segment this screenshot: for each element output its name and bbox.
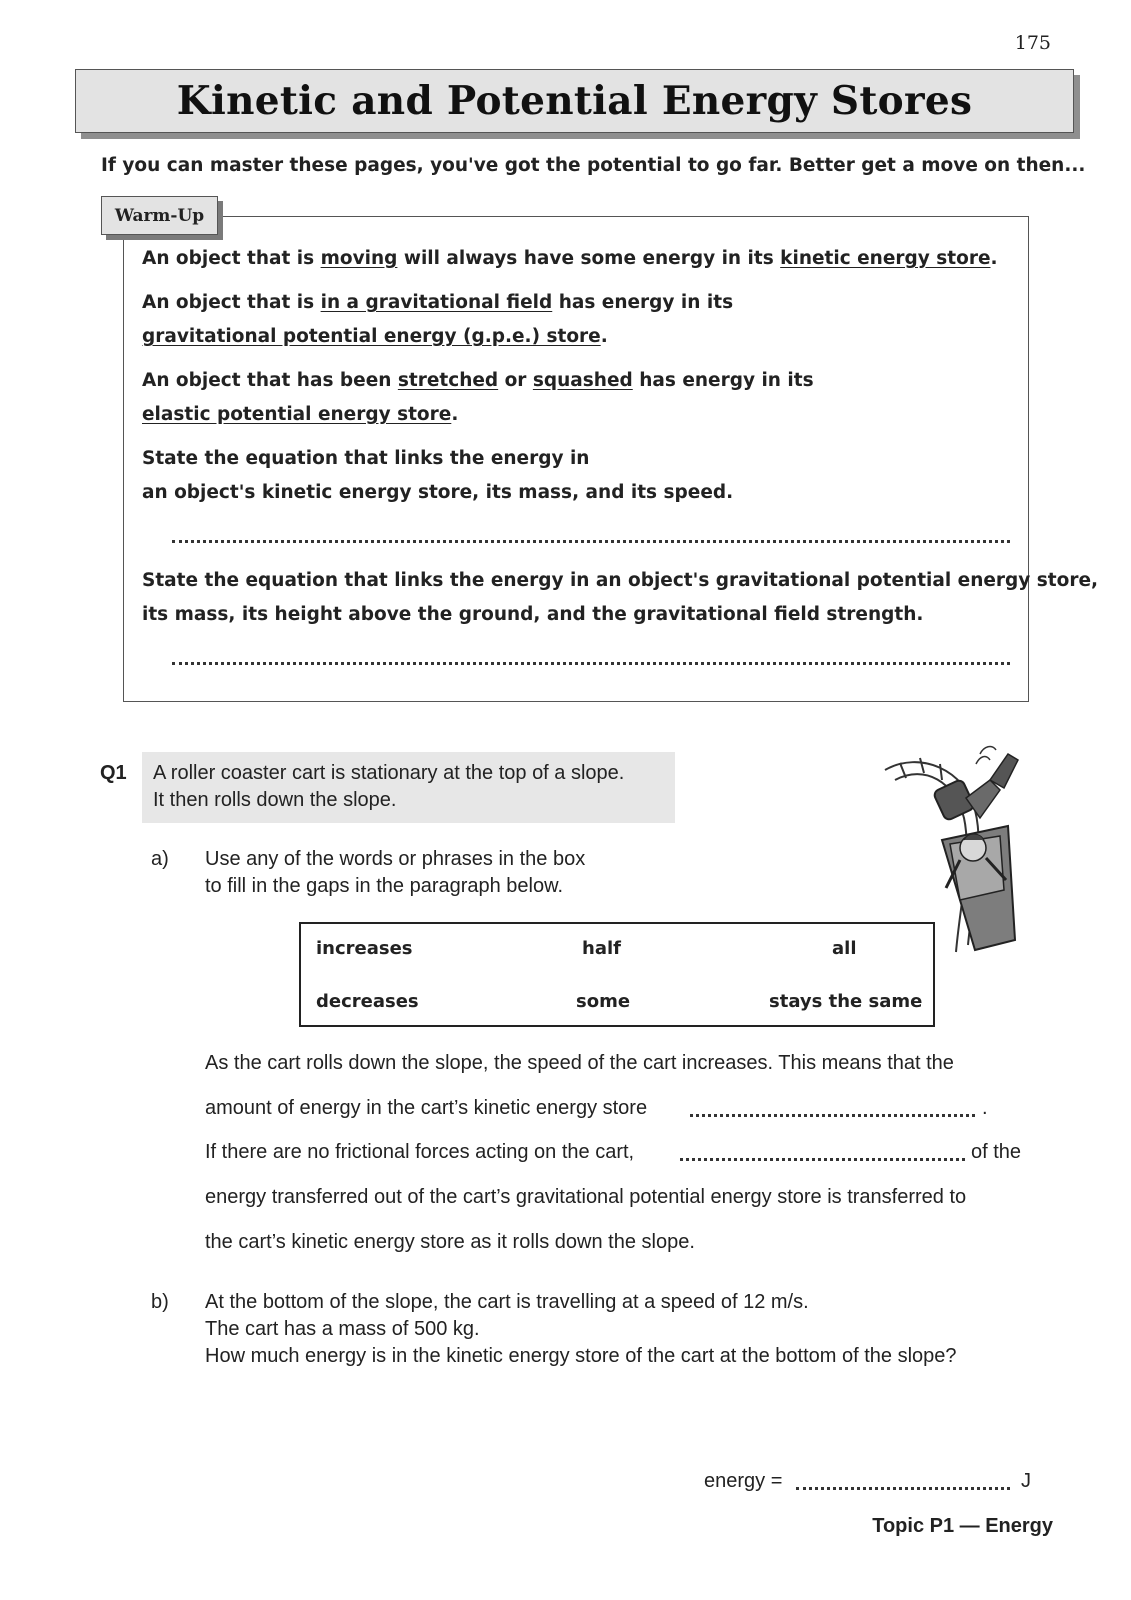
- part-a-instruction-line1: Use any of the words or phrases in the box: [205, 848, 586, 870]
- text-fragment: .: [451, 404, 459, 425]
- page-number: 175: [1014, 32, 1051, 54]
- warmup-tab: Warm-Up: [101, 196, 218, 235]
- paragraph-line-3-end: of the: [971, 1141, 1022, 1163]
- warmup-statement-elastic-line1: [142, 370, 814, 391]
- paragraph-line-3: If there are no frictional forces acting on the cart,: [205, 1141, 635, 1163]
- warmup-question-ke-line2: an object's kinetic energy store, its mass, and its speed.: [142, 482, 734, 503]
- warmup-question-gpe-line2: its mass, its height above the ground, and the gravitational field strength.: [142, 604, 924, 625]
- warmup-statement-kinetic: [142, 248, 998, 269]
- keyword-elastic-store: elastic potential energy store: [142, 404, 452, 425]
- answer-line-gpe-equation[interactable]: [172, 662, 1010, 665]
- intro-text: If you can master these pages, you've got the potential to go far. Better get a move on then...: [101, 155, 1086, 176]
- answer-unit: J: [1021, 1470, 1031, 1492]
- word-option: increases: [316, 938, 413, 959]
- energy-answer-field[interactable]: [796, 1487, 1010, 1490]
- stem-line: It then rolls down the slope.: [153, 789, 397, 811]
- page-title: Kinetic and Potential Energy Stores: [176, 78, 973, 124]
- keyword-kinetic-energy-store: kinetic energy store: [780, 248, 991, 269]
- word-option: some: [576, 991, 631, 1012]
- part-b-line3: How much energy is in the kinetic energy store of the cart at the bottom of the slope?: [205, 1345, 957, 1367]
- footer-topic: Topic P1 — Energy: [872, 1515, 1053, 1537]
- word-option: decreases: [316, 991, 419, 1012]
- word-option: stays the same: [769, 991, 923, 1012]
- warmup-statement-gpe-line2: [142, 326, 608, 347]
- keyword-gravitational-field: in a gravitational field: [320, 292, 553, 313]
- blank-fraction-transferred[interactable]: [680, 1158, 965, 1161]
- warmup-statement-gpe-line1: [142, 292, 733, 313]
- title-banner: [75, 69, 1074, 133]
- answer-label: energy =: [704, 1470, 783, 1492]
- text-fragment: or: [498, 370, 533, 391]
- word-option: half: [582, 938, 621, 959]
- text-fragment: .: [990, 248, 998, 269]
- stem-line: A roller coaster cart is stationary at the top of a slope.: [153, 762, 625, 784]
- answer-line-ke-equation[interactable]: [172, 540, 1010, 543]
- paragraph-line-4: energy transferred out of the cart’s gravitational potential energy store is transferred to: [205, 1186, 967, 1208]
- keyword-gpe-store: gravitational potential energy (g.p.e.) store: [142, 326, 601, 347]
- paragraph-line-2: amount of energy in the cart’s kinetic energy store: [205, 1097, 648, 1119]
- part-b-line2: The cart has a mass of 500 kg.: [205, 1318, 480, 1340]
- text-fragment: .: [600, 326, 608, 347]
- keyword-moving: moving: [320, 248, 398, 269]
- part-a-instruction-line2: to fill in the gaps in the paragraph below.: [205, 875, 564, 897]
- text-fragment: has energy in its: [552, 292, 734, 313]
- question-stem: [153, 760, 624, 814]
- text-fragment: An object that is: [142, 248, 321, 269]
- text-fragment: An object that is: [142, 292, 321, 313]
- part-b-label: b): [151, 1291, 169, 1313]
- paragraph-line-5: the cart’s kinetic energy store as it rolls down the slope.: [205, 1231, 695, 1253]
- warmup-statement-elastic-line2: [142, 404, 458, 425]
- paragraph-line: As the cart rolls down the slope, the speed of the cart increases. This means that the: [205, 1052, 954, 1074]
- blank-kinetic-change[interactable]: [690, 1114, 975, 1117]
- warmup-question-gpe-line1: State the equation that links the energy in an object's gravitational potential energy store,: [142, 570, 1099, 591]
- word-option: all: [832, 938, 857, 959]
- part-a-label: a): [151, 848, 169, 870]
- question-number: Q1: [100, 762, 127, 784]
- warmup-question-ke-line1: State the equation that links the energy in: [142, 448, 590, 469]
- part-b-line1: At the bottom of the slope, the cart is travelling at a speed of 12 m/s.: [205, 1291, 809, 1313]
- text-fragment: An object that has been: [142, 370, 398, 391]
- text-fragment: has energy in its: [632, 370, 814, 391]
- text-fragment: will always have some energy in its: [397, 248, 781, 269]
- paragraph-punctuation: .: [982, 1097, 988, 1119]
- keyword-stretched: stretched: [397, 370, 499, 391]
- keyword-squashed: squashed: [532, 370, 633, 391]
